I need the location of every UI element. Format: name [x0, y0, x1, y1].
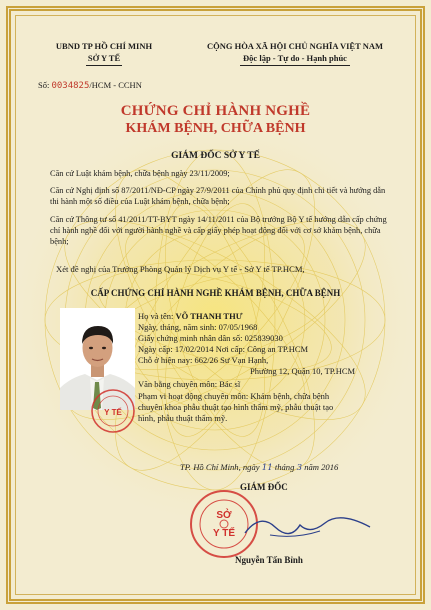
- address-row: [138, 355, 268, 366]
- national-motto: [185, 40, 405, 66]
- certificate-title-line1: CHỨNG CHỈ HÀNH NGHỀ: [120, 103, 311, 119]
- legal-basis-1: Căn cứ Luật khám bệnh, chữa bệnh ngày 23/11/2009;: [50, 169, 230, 178]
- scope-line1: Khám bệnh, chữa bệnh: [250, 391, 330, 401]
- scope-row: [138, 391, 329, 402]
- scope-line3: hình, phẫu thuật thẩm mỹ.: [138, 413, 228, 423]
- issuer-title: GIÁM ĐỐC SỞ Y TẾ: [171, 151, 260, 161]
- motto-underline: [240, 65, 350, 66]
- address-line2: Phường 12, Quận 10, TP.HCM: [250, 366, 356, 376]
- photo-stamp-text: Y TẾ: [104, 408, 122, 417]
- issued-place-value: Công an TP.HCM: [247, 344, 309, 354]
- authority-underline: [86, 65, 122, 66]
- issued-label: Ngày cấp:: [138, 344, 173, 354]
- scope-row-2: [138, 402, 333, 413]
- authority-department: SỞ Y TẾ: [87, 53, 121, 63]
- id-row: [138, 333, 283, 344]
- legal-basis-3: Căn cứ Thông tư số 41/2011/TT-BYT ngày 14/11/2011 của Bộ trưởng Bộ Y tế hướng dẫn cấp chứng chỉ hành nghề đối với người hành nghề và cấp giấy phép hoạt động đối với cơ sở khám bệnh, chữa bệnh;: [50, 215, 387, 246]
- consideration-text: Xét đề nghị của Trưởng Phòng Quản lý Dịch vụ Y tế - Sở Y tế TP.HCM,: [56, 264, 305, 274]
- signer-name: Nguyễn Tấn Bỉnh: [235, 555, 303, 565]
- director-signature: [240, 505, 380, 545]
- scope-line2: chuyên khoa phẫu thuật tạo hình thẩm mỹ, phẫu thuật tạo: [138, 402, 334, 412]
- issuing-authority: [34, 40, 174, 66]
- grant-heading: CẤP CHỨNG CHỈ HÀNH NGHỀ KHÁM BỆNH, CHỮA BỆNH: [90, 288, 341, 298]
- issued-value: 17/02/2014: [174, 344, 214, 354]
- sign-day: 11: [261, 463, 273, 473]
- sign-year: năm 2016: [304, 462, 339, 472]
- id-label: Giấy chứng minh nhân dân số:: [138, 333, 243, 343]
- certificate-title-line2: KHÁM BỆNH, CHỮA BỆNH: [125, 121, 306, 136]
- photo-stamp: [90, 388, 136, 434]
- degree-label: Văn bằng chuyên môn:: [138, 379, 218, 389]
- scope-label: Phạm vi hoạt động chuyên môn:: [138, 391, 249, 401]
- certificate-number: [38, 80, 142, 91]
- legal-basis-2: Căn cứ Nghị định số 87/2011/NĐ-CP ngày 27/9/2011 của Chính phủ quy định chi tiết và hướng dẫn thi hành một số điều của Luật khám bệnh, chữa bệnh;: [50, 186, 386, 206]
- seal-text-bottom: Y TẾ: [212, 528, 236, 539]
- scope-row-3: [138, 413, 227, 424]
- sign-month: 3: [296, 463, 303, 473]
- degree-row: [138, 379, 240, 390]
- dob-row: [138, 322, 257, 333]
- issued-place-label: Nơi cấp:: [215, 344, 245, 354]
- dob-value: 07/05/1968: [218, 322, 258, 332]
- signing-date: [180, 462, 338, 473]
- authority-city: UBND TP HỒ CHÍ MINH: [55, 41, 153, 51]
- motto-text: Độc lập - Tự do - Hạnh phúc: [243, 53, 347, 63]
- number-value: 0034825: [51, 81, 90, 91]
- name-label: Họ và tên:: [138, 311, 174, 321]
- address-line1: 662/26 Sư Vạn Hạnh,: [194, 355, 269, 365]
- id-value: 025839030: [244, 333, 283, 343]
- degree-value: Bác sĩ: [219, 379, 241, 389]
- number-prefix: Số:: [38, 80, 50, 90]
- signer-title: GIÁM ĐỐC: [240, 482, 288, 492]
- address-row-2: [250, 366, 355, 377]
- seal-text-top: SỞ: [216, 510, 232, 521]
- sign-month-label: tháng: [274, 462, 295, 472]
- issued-row: [138, 344, 308, 355]
- address-label: Chỗ ở hiện nay:: [138, 355, 193, 365]
- country-name: CỘNG HÒA XÃ HỘI CHỦ NGHĨA VIỆT NAM: [206, 41, 384, 51]
- sign-place: TP. Hồ Chí Minh, ngày: [180, 462, 260, 472]
- holder-name-row: [138, 311, 242, 322]
- dob-label: Ngày, tháng, năm sinh:: [138, 322, 217, 332]
- holder-name: VÕ THANH THƯ: [175, 311, 243, 321]
- number-suffix: /HCM - CCHN: [89, 80, 142, 90]
